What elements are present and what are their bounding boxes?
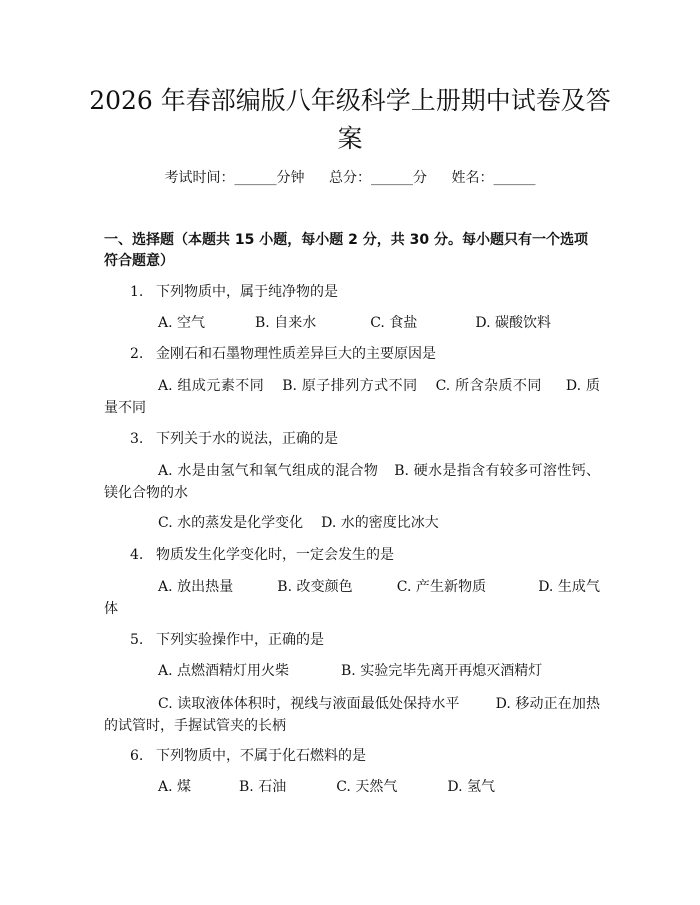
options-5a xyxy=(104,660,600,682)
option-b: B. 石油 xyxy=(239,779,287,795)
question-number: 4. xyxy=(130,547,144,563)
question-number: 1. xyxy=(130,284,144,300)
option-a: A. 组成元素不同 xyxy=(158,378,265,394)
option-a: A. 放出热量 xyxy=(158,579,234,595)
options-1 xyxy=(104,312,600,334)
option-a: A. 点燃酒精灯用火柴 xyxy=(158,663,290,679)
question-3 xyxy=(130,429,600,449)
option-c: C. 读取液体体积时，视线与液面最低处保持水平 xyxy=(158,696,460,712)
options-3a xyxy=(104,460,600,504)
option-d: D. 水的密度比冰大 xyxy=(321,515,439,531)
section-heading: 一、选择题（本题共 15 小题，每小题 2 分，共 30 分。每小题只有一个选项符合题意） xyxy=(104,232,588,269)
option-b: B. 改变颜色 xyxy=(277,579,353,595)
options-2 xyxy=(104,375,600,419)
exam-meta xyxy=(0,168,700,188)
question-text: 下列物质中，不属于化石燃料的是 xyxy=(156,748,366,764)
question-number: 5. xyxy=(130,632,144,648)
option-a: A. 煤 xyxy=(158,779,192,795)
question-text: 下列物质中，属于纯净物的是 xyxy=(156,284,338,300)
option-d: D. 移动正在加热的试管时，手握试管夹的长柄 xyxy=(104,696,600,734)
options-3b xyxy=(104,512,600,534)
question-2 xyxy=(130,344,600,364)
option-d: D. 生成气体 xyxy=(104,579,600,617)
question-number: 6. xyxy=(130,748,144,764)
option-b: B. 实验完毕先离开再熄灭酒精灯 xyxy=(341,663,543,679)
question-number: 2. xyxy=(130,346,144,362)
options-5b xyxy=(104,693,600,737)
option-c: C. 水的蒸发是化学变化 xyxy=(158,515,304,531)
question-4 xyxy=(130,545,600,565)
option-c: C. 食盐 xyxy=(370,315,418,331)
exam-name: 姓名：______ xyxy=(451,170,536,186)
option-a: A. 水是由氢气和氧气组成的混合物 xyxy=(158,463,379,479)
option-b: B. 硬水是指含有较多可溶性钙、镁化合物的水 xyxy=(104,463,600,501)
question-text: 下列关于水的说法，正确的是 xyxy=(156,431,338,447)
options-6 xyxy=(104,776,600,798)
question-5 xyxy=(130,630,600,650)
option-a: A. 空气 xyxy=(158,315,206,331)
options-4 xyxy=(104,576,600,620)
option-d: D. 质量不同 xyxy=(104,378,600,416)
question-number: 3. xyxy=(130,431,144,447)
option-c: C. 所含杂质不同 xyxy=(435,378,542,394)
question-text: 金刚石和石墨物理性质差异巨大的主要原因是 xyxy=(156,346,436,362)
exam-time: 考试时间：______分钟 xyxy=(164,170,305,186)
option-c: C. 天然气 xyxy=(336,779,398,795)
option-d: D. 氢气 xyxy=(447,779,495,795)
option-b: B. 自来水 xyxy=(255,315,317,331)
exam-score: 总分：______分 xyxy=(329,170,427,186)
option-c: C. 产生新物质 xyxy=(396,579,487,595)
question-1 xyxy=(130,282,600,302)
question-6 xyxy=(130,746,600,766)
question-text: 下列实验操作中，正确的是 xyxy=(156,632,324,648)
question-text: 物质发生化学变化时，一定会发生的是 xyxy=(156,547,394,563)
option-d: D. 碳酸饮料 xyxy=(475,315,551,331)
option-b: B. 原子排列方式不同 xyxy=(282,378,418,394)
page-title: 2026 年春部编版八年级科学上册期中试卷及答案 xyxy=(89,86,611,153)
